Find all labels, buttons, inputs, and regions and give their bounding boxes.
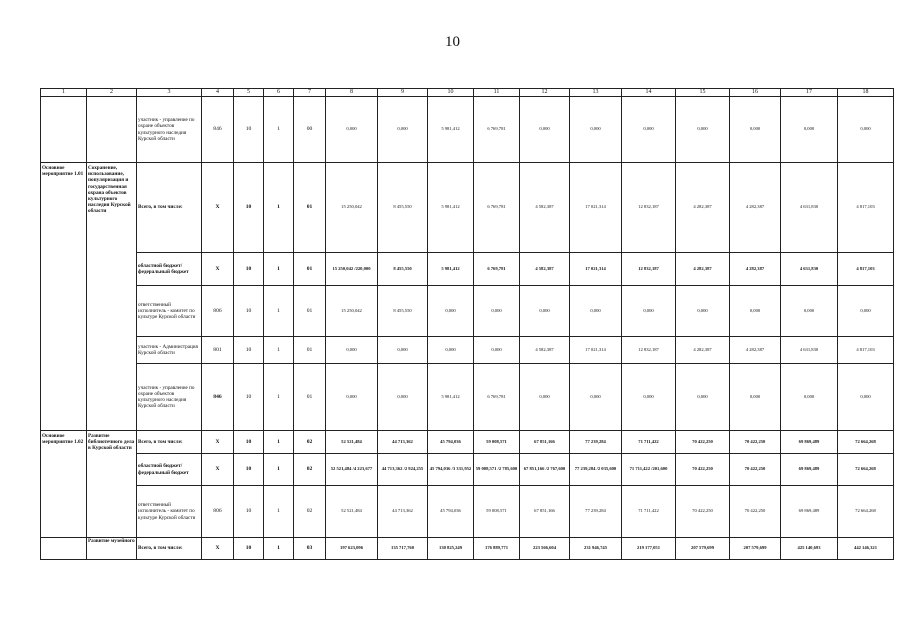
cell-value: 67 851,166 <box>520 431 570 454</box>
cell-code: 03 <box>294 538 326 560</box>
cell-value: 4 631,830 <box>781 253 838 286</box>
cell-value: 17 021,314 <box>570 163 622 253</box>
cell-value: 0,000 <box>570 286 622 337</box>
cell-value: 0,000 <box>676 97 730 163</box>
cell-value: 8 455,550 <box>378 253 428 286</box>
cell-value: 4 631,830 <box>781 337 838 364</box>
cell-value: 12 832,187 <box>622 163 676 253</box>
cell-value: 4 282,387 <box>676 337 730 364</box>
cell-value: 77 239,284 /2 035,600 <box>570 454 622 486</box>
table-row <box>41 538 894 560</box>
cell-value: 6 769,781 <box>474 163 520 253</box>
cell-value: 59 008,571 <box>474 431 520 454</box>
cell-value: 0,000 <box>781 286 838 337</box>
cell-value: 70 422,250 <box>676 431 730 454</box>
cell-value: 4 282,387 <box>676 163 730 253</box>
header-cell: 5 <box>234 89 264 97</box>
cell-value: 15 250,042 <box>326 163 378 253</box>
cell-value: 70 422,250 <box>730 486 781 538</box>
table-row <box>41 486 894 538</box>
cell-code: 10 <box>234 163 264 253</box>
cell-code: 02 <box>294 486 326 538</box>
cell-value: 44 713,362 <box>378 431 428 454</box>
header-cell: 8 <box>326 89 378 97</box>
cell-value: 45 794,036 /3 331,952 <box>428 454 474 486</box>
header-cell: 9 <box>378 89 428 97</box>
cell-value: 67 851,166 <box>520 486 570 538</box>
header-row <box>41 89 894 97</box>
cell-value: 70 422,250 <box>730 454 781 486</box>
cell-value: 72 664,268 <box>838 431 894 454</box>
cell-code: 1 <box>264 538 294 560</box>
cell-value: 4 282,387 <box>730 253 781 286</box>
header-cell: 18 <box>838 89 894 97</box>
table-row <box>41 253 894 286</box>
cell-code: 10 <box>234 486 264 538</box>
header-cell: 2 <box>87 89 137 97</box>
cell-value: 0,000 <box>520 97 570 163</box>
header-cell: 17 <box>781 89 838 97</box>
cell-value: 69 869,489 <box>781 486 838 538</box>
cell-measure-title: Основное мероприятие 1.01 <box>41 163 87 431</box>
cell-value: 0,000 <box>676 364 730 431</box>
cell-participant: Всего, в том числе: <box>137 163 202 253</box>
cell-participant: участник - управление по охране объектов культурного наследия Курской области <box>137 364 202 431</box>
cell-value: 77 239,284 <box>570 486 622 538</box>
cell-value: 77 239,284 <box>570 431 622 454</box>
cell-value: 0,000 <box>570 364 622 431</box>
header-cell: 6 <box>264 89 294 97</box>
cell-value: 223 566,604 <box>520 538 570 560</box>
cell-code: 1 <box>264 97 294 163</box>
cell-code: 1 <box>264 454 294 486</box>
cell-c1 <box>41 97 87 163</box>
cell-value: 0,000 <box>730 286 781 337</box>
cell-value: 0,000 <box>676 286 730 337</box>
cell-value: 197 623,096 <box>326 538 378 560</box>
cell-value: 4 582,387 <box>520 253 570 286</box>
header-cell: 11 <box>474 89 520 97</box>
cell-value: 0,000 <box>838 286 894 337</box>
table-row <box>41 163 894 253</box>
header-cell: 13 <box>570 89 622 97</box>
table-row <box>41 97 894 163</box>
cell-code: 01 <box>294 286 326 337</box>
header-cell: 12 <box>520 89 570 97</box>
header-cell: 10 <box>428 89 474 97</box>
cell-value: 5 981,412 <box>428 97 474 163</box>
cell-value: 0,000 <box>838 364 894 431</box>
cell-code: 1 <box>264 431 294 454</box>
cell-measure-name: Развитие библиотечного дела в Курской области <box>87 431 137 538</box>
cell-value: 17 021,314 <box>570 253 622 286</box>
cell-value: 69 869,489 <box>781 431 838 454</box>
cell-value: 71 711,422 <box>622 431 676 454</box>
cell-participant: Всего, в том числе: <box>137 538 202 560</box>
cell-value: 0,000 <box>378 364 428 431</box>
cell-code: 806 <box>202 286 234 337</box>
cell-value: 0,000 <box>838 97 894 163</box>
cell-value: 12 832,187 <box>622 253 676 286</box>
cell-c2 <box>87 97 137 163</box>
cell-value: 135 717,760 <box>378 538 428 560</box>
header-cell: 3 <box>137 89 202 97</box>
cell-value: 0,000 <box>428 286 474 337</box>
cell-value: 44 713,362 <box>378 486 428 538</box>
cell-value: 15 250,042 <box>326 286 378 337</box>
cell-value: 5 981,412 <box>428 364 474 431</box>
cell-code: 806 <box>202 486 234 538</box>
cell-value: 6 769,781 <box>474 364 520 431</box>
cell-value: 15 250,042 /220,000 <box>326 253 378 286</box>
cell-value: 5 981,412 <box>428 253 474 286</box>
cell-code: 10 <box>234 97 264 163</box>
cell-value: 0,000 <box>781 97 838 163</box>
cell-code: 846 <box>202 97 234 163</box>
cell-value: 0,000 <box>474 337 520 364</box>
cell-code: X <box>202 538 234 560</box>
cell-code: X <box>202 253 234 286</box>
header-cell: 16 <box>730 89 781 97</box>
cell-value: 8 455,550 <box>378 286 428 337</box>
cell-value: 4 282,387 <box>676 253 730 286</box>
cell-value: 0,000 <box>520 286 570 337</box>
table-row <box>41 454 894 486</box>
cell-code: 01 <box>294 364 326 431</box>
cell-value: 59 008,571 /2 785,600 <box>474 454 520 486</box>
cell-value: 4 282,387 <box>730 337 781 364</box>
cell-code: 01 <box>294 337 326 364</box>
cell-value: 8 455,550 <box>378 163 428 253</box>
cell-value: 70 422,250 <box>676 454 730 486</box>
cell-code: 1 <box>264 253 294 286</box>
cell-code: 1 <box>264 337 294 364</box>
cell-value: 72 664,268 <box>838 454 894 486</box>
cell-code: 10 <box>234 431 264 454</box>
cell-value: 4 582,387 <box>520 163 570 253</box>
cell-value: 52 521,484 /4 223,677 <box>326 454 378 486</box>
cell-code: 10 <box>234 454 264 486</box>
page-number: 10 <box>445 34 460 50</box>
cell-value: 0,000 <box>730 97 781 163</box>
cell-value: 0,000 <box>781 364 838 431</box>
cell-value: 0,000 <box>326 97 378 163</box>
cell-value: 425 140,693 <box>781 538 838 560</box>
cell-value: 67 851,166 /2 767,600 <box>520 454 570 486</box>
cell-code: 846 <box>202 364 234 431</box>
cell-value: 0,000 <box>520 364 570 431</box>
cell-value: 0,000 <box>474 286 520 337</box>
cell-value: 4 817,103 <box>838 253 894 286</box>
cell-code: X <box>202 163 234 253</box>
cell-value: 4 631,830 <box>781 163 838 253</box>
cell-value: 0,000 <box>428 337 474 364</box>
cell-value: 207 579,699 <box>676 538 730 560</box>
cell-participant: областной бюджет/ федеральный бюджет <box>137 454 202 486</box>
cell-code: 1 <box>264 163 294 253</box>
cell-value: 6 769,781 <box>474 253 520 286</box>
cell-value: 12 832,187 <box>622 337 676 364</box>
header-cell: 4 <box>202 89 234 97</box>
cell-value: 219 177,051 <box>622 538 676 560</box>
cell-value: 130 825,249 <box>428 538 474 560</box>
cell-code: 1 <box>264 286 294 337</box>
cell-value: 176 889,771 <box>474 538 520 560</box>
cell-value: 72 664,268 <box>838 486 894 538</box>
cell-value: 4 582,387 <box>520 337 570 364</box>
cell-value: 45 794,036 <box>428 431 474 454</box>
cell-value: 0,000 <box>730 364 781 431</box>
budget-table <box>40 88 894 560</box>
cell-code: 10 <box>234 286 264 337</box>
cell-value: 4 282,387 <box>730 163 781 253</box>
cell-value: 52 521,484 <box>326 486 378 538</box>
cell-code: 10 <box>234 364 264 431</box>
cell-participant: участник - Администрация Курской области <box>137 337 202 364</box>
cell-code: 1 <box>264 486 294 538</box>
cell-code: X <box>202 454 234 486</box>
cell-value: 44 713,362 /2 924,255 <box>378 454 428 486</box>
cell-value: 70 422,250 <box>676 486 730 538</box>
cell-value: 70 422,250 <box>730 431 781 454</box>
cell-value: 0,000 <box>622 97 676 163</box>
cell-value: 442 146,321 <box>838 538 894 560</box>
cell-value: 0,000 <box>622 364 676 431</box>
cell-measure-name: Развитие музейного <box>87 538 137 560</box>
cell-value: 231 946,745 <box>570 538 622 560</box>
cell-value: 0,000 <box>378 97 428 163</box>
cell-value: 6 769,781 <box>474 97 520 163</box>
cell-participant: Всего, в том числе: <box>137 431 202 454</box>
cell-measure-title <box>41 538 87 560</box>
cell-participant: участник - управление по охране объектов культурного наследия Курской области <box>137 97 202 163</box>
cell-value: 17 021,314 <box>570 337 622 364</box>
cell-code: 02 <box>294 431 326 454</box>
cell-code: 10 <box>234 538 264 560</box>
cell-value: 0,000 <box>326 364 378 431</box>
cell-value: 207 579,699 <box>730 538 781 560</box>
header-cell: 1 <box>41 89 87 97</box>
cell-code: 01 <box>294 253 326 286</box>
cell-code: 01 <box>294 163 326 253</box>
cell-value: 45 794,036 <box>428 486 474 538</box>
cell-value: 5 981,412 <box>428 163 474 253</box>
table-row <box>41 286 894 337</box>
cell-value: 71 711,422 <box>622 486 676 538</box>
table-row <box>41 364 894 431</box>
header-cell: 7 <box>294 89 326 97</box>
cell-value: 0,000 <box>570 97 622 163</box>
header-cell: 15 <box>676 89 730 97</box>
cell-participant: ответственный исполнитель - комитет по культуре Курской области <box>137 286 202 337</box>
cell-value: 69 869,489 <box>781 454 838 486</box>
cell-measure-name: Сохранение, использование, популяризация и государственная охрана объектов культурного наследия Курской области <box>87 163 137 431</box>
cell-value: 59 008,571 <box>474 486 520 538</box>
cell-measure-title: Основное мероприятие 1.02 <box>41 431 87 538</box>
cell-code: 10 <box>234 337 264 364</box>
header-cell: 14 <box>622 89 676 97</box>
cell-value: 71 711,422 /201,600 <box>622 454 676 486</box>
cell-code: 801 <box>202 337 234 364</box>
cell-participant: ответственный исполнитель - комитет по культуре Курской области <box>137 486 202 538</box>
cell-value: 0,000 <box>378 337 428 364</box>
cell-value: 4 817,103 <box>838 337 894 364</box>
cell-code: 00 <box>294 97 326 163</box>
table-row <box>41 431 894 454</box>
cell-participant: областной бюджет/ федеральный бюджет <box>137 253 202 286</box>
cell-code: 02 <box>294 454 326 486</box>
cell-value: 4 817,103 <box>838 163 894 253</box>
cell-value: 0,000 <box>326 337 378 364</box>
table-row <box>41 337 894 364</box>
cell-code: 1 <box>264 364 294 431</box>
cell-code: X <box>202 431 234 454</box>
cell-value: 0,000 <box>622 286 676 337</box>
cell-code: 10 <box>234 253 264 286</box>
cell-value: 52 521,484 <box>326 431 378 454</box>
